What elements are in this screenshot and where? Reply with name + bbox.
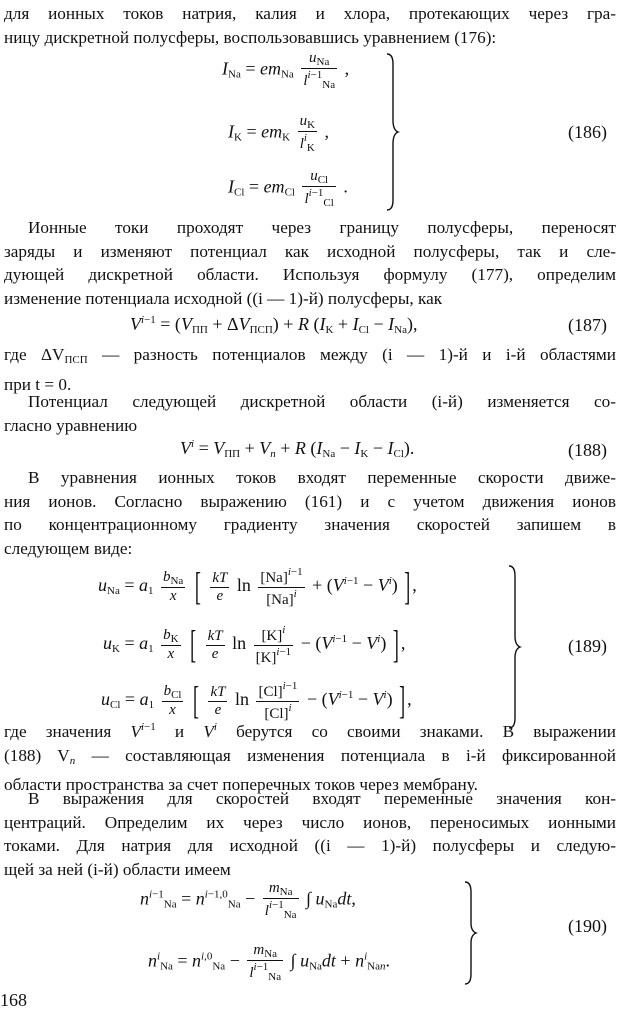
- equation-current-na: $I_{Na} = em_{Na}$ $\frac{u_{Na}}{l^{i-1}_{Na}}$ ,: [222, 50, 350, 92]
- equation-number-186: (186): [568, 122, 607, 142]
- text-line: (188) $V_n$ — составляющая изменения потенциала в i-й фиксированной: [4, 745, 616, 767]
- text-line: по концентрационному градиенту значения скоростей запишем в: [4, 515, 616, 535]
- paragraph-next-region: [4, 390, 616, 437]
- equation-ions-next: $n^i_{Na} = n^{i,0}_{Na}$ − $\frac{m_{Na}}{l^{i-1}_{Na}}$ ∫ $u_{Na}dt + n^i_{Nan}$.: [148, 942, 390, 984]
- text-line: где значения $V^{i-1}$ и $V^i$ берутся со своими знаками. В выражении: [4, 721, 616, 741]
- text-line: при t = 0.: [4, 374, 72, 394]
- text-line: заряды и изменяют потенциал как исходной полусферы, так и сле-: [4, 241, 616, 261]
- text-line: В выражения для скоростей входят переменные значения кон-: [28, 789, 616, 808]
- paragraph-ionic-currents: [4, 216, 616, 310]
- text-line: следующем виде:: [4, 538, 133, 558]
- equation-number-187: (187): [568, 315, 607, 335]
- text-line: центраций. Определим их через число ионов, переносимых ионными: [4, 812, 616, 832]
- paragraph-velocities: [4, 466, 616, 560]
- equation-velocity-na: $u_{Na} = a_1$ $\frac{b_{Na}}{x}$ [ $\frac{kT}{e}$ ln $\frac{[Na]^{i-1}}{[Na]^i}$ + $(V^{i-1} - V^i)$ ] ,: [98, 563, 417, 608]
- paragraph-intro: [4, 2, 616, 49]
- paragraph-concentrations: [4, 787, 616, 881]
- equation-potential-next: $V^i = V_{ПП} + V_n + R$ $(I_{Na} - I_K - I_{Cl})$.: [180, 438, 415, 460]
- text-line: токами. Для натрия для исходной ((i — 1)-й) полусферы и следую-: [4, 836, 616, 856]
- text-line: гласно уравнению: [4, 415, 138, 435]
- equation-number-188: (188): [568, 440, 607, 460]
- text-line: ницу дискретной полусферы, воспользовавшись уравнением (176):: [4, 27, 497, 47]
- text-line: щей за ней (i-й) области имеем: [4, 859, 231, 879]
- equation-current-k: $I_K = em_K$ $\frac{u_K}{l^i_K}$ ,: [228, 113, 330, 155]
- text-line: дующей дискретной области. Используя формулу (177), определим: [4, 265, 616, 285]
- equation-velocity-k: $u_K = a_1$ $\frac{b_K}{x}$ [ $\frac{kT}{e}$ ln $\frac{[K]^i}{[K]^{i-1}}$ − $(V^{i-1} - V^i)$ ] ,: [103, 621, 406, 666]
- equation-ions-prev: $n^{i-1}_{Na} = n^{i-1,0}_{Na}$ − $\frac{m_{Na}}{l^{i-1}_{Na}}$ ∫ $u_{Na}dt$,: [140, 880, 356, 922]
- text-line: области пространства за счет поперечных токов через мембрану.: [4, 775, 478, 795]
- equation-potential-prev: $V^{i-1} = (V_{ПП} + \Delta V_{ПСП}) + R$ $(I_K + I_{Cl} - I_{Na})$,: [130, 314, 418, 336]
- text-line: для ионных токов натрия, калия и хлора, протекающих через гра-: [4, 4, 616, 23]
- page-number: 168: [0, 990, 27, 1010]
- text-line: ния ионов. Согласно выражению (161) и с учетом движения ионов: [4, 491, 616, 511]
- equation-velocity-cl: $u_{Cl} = a_1$ $\frac{b_{Cl}}{x}$ [ $\frac{kT}{e}$ ln $\frac{[Cl]^{i-1}}{[Cl]^i}$ − $(V^{i-1} - V^i)$ ] ,: [101, 677, 412, 722]
- text-line: Ионные токи проходят через границу полусферы, переносят: [28, 218, 616, 237]
- right-brace-icon: [506, 564, 522, 730]
- text-line: где $\Delta V_{ПСП}$ — разность потенциалов между (i — 1)-й и i-й областями: [4, 345, 616, 366]
- text-line: изменение потенциала исходной ((i — 1)-й) полусферы, как: [4, 288, 443, 308]
- right-brace-icon: [462, 880, 478, 986]
- equation-number-189: (189): [568, 636, 607, 656]
- paragraph-signs: [4, 716, 616, 797]
- paragraph-where-delta: [4, 343, 616, 396]
- equation-current-cl: $I_{Cl} = em_{Cl}$ $\frac{u_{Cl}}{l^{i-1}_{Cl}}$ .: [228, 168, 348, 210]
- text-line: В уравнения ионных токов входят переменные скорости движе-: [28, 468, 616, 487]
- text-line: Потенциал следующей дискретной области (i-й) изменяется со-: [28, 392, 616, 411]
- right-brace-icon: [384, 52, 400, 212]
- equation-number-190: (190): [568, 916, 607, 936]
